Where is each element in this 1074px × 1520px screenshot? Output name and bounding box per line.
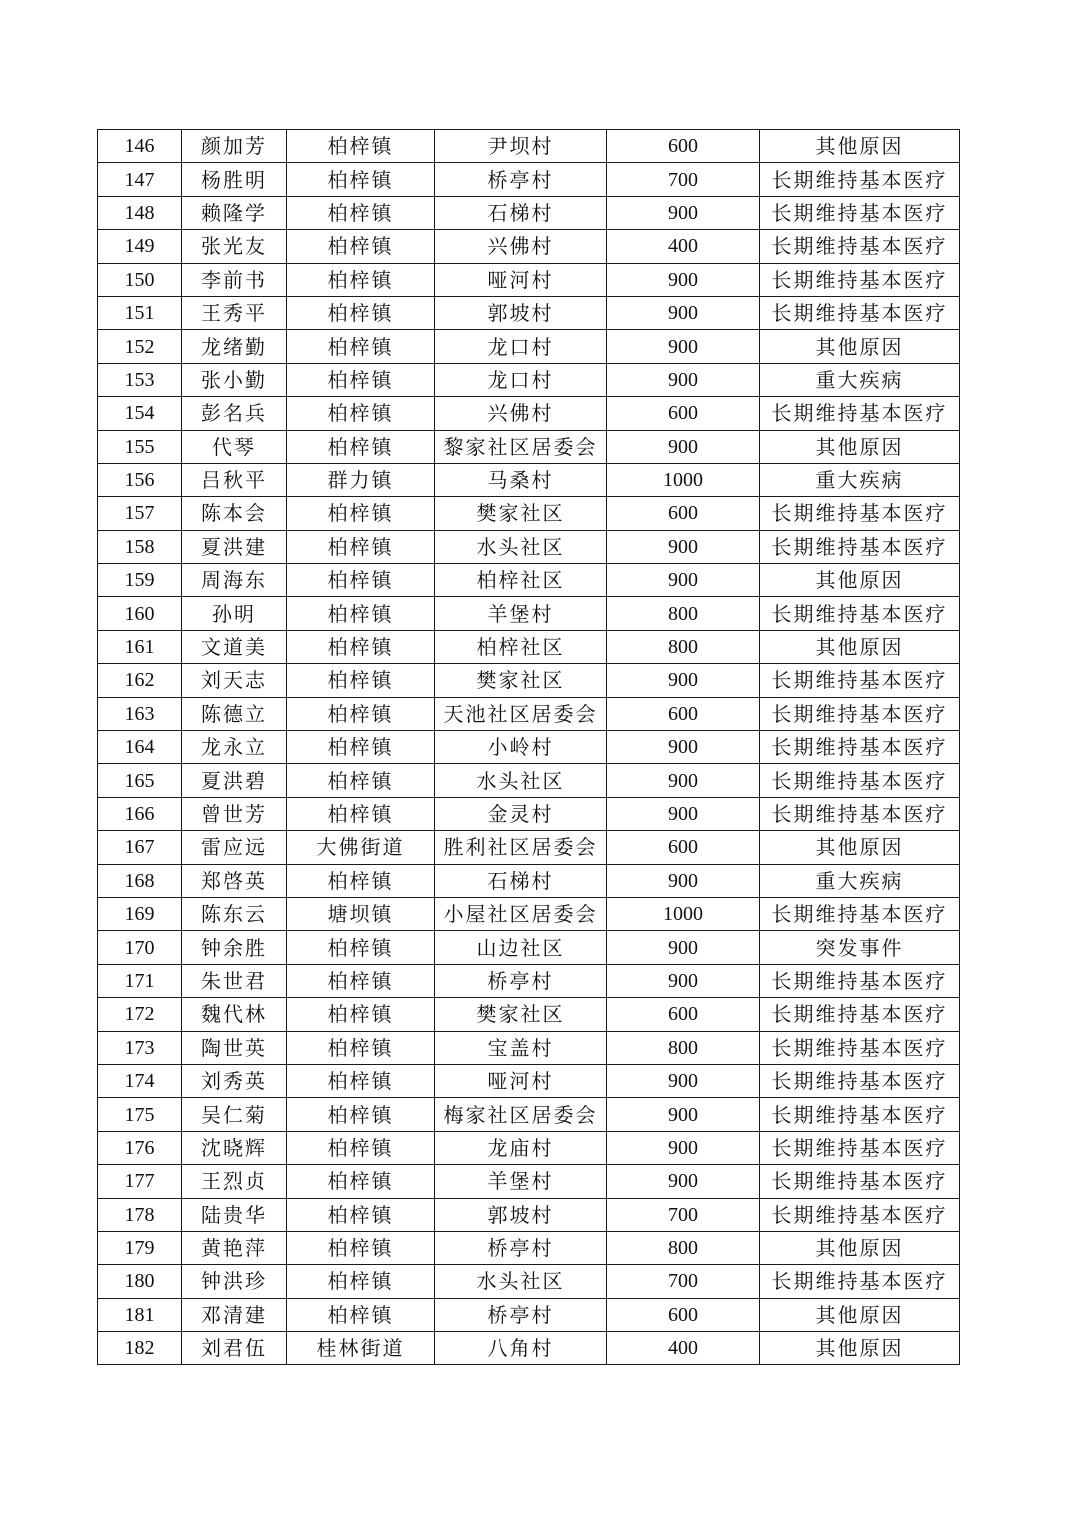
town-cell: 柏梓镇 [287,1198,435,1231]
row-number-cell: 181 [98,1298,182,1331]
village-cell: 桥亭村 [435,1231,607,1264]
amount-cell: 600 [607,130,760,163]
table-row [98,1332,960,1365]
town-cell: 桂林街道 [287,1332,435,1365]
amount-cell: 900 [607,564,760,597]
village-cell: 八角村 [435,1332,607,1365]
reason-cell: 长期维持基本医疗 [760,597,960,630]
name-cell: 代琴 [182,430,287,463]
town-cell: 柏梓镇 [287,797,435,830]
town-cell: 柏梓镇 [287,964,435,997]
table-row [98,998,960,1031]
town-cell: 柏梓镇 [287,931,435,964]
name-cell: 陶世英 [182,1031,287,1064]
row-number-cell: 150 [98,263,182,296]
name-cell: 刘君伍 [182,1332,287,1365]
town-cell: 塘坝镇 [287,897,435,930]
reason-cell: 长期维持基本医疗 [760,1265,960,1298]
row-number-cell: 154 [98,397,182,430]
row-number-cell: 176 [98,1131,182,1164]
amount-cell: 700 [607,1198,760,1231]
row-number-cell: 174 [98,1064,182,1097]
amount-cell: 800 [607,1231,760,1264]
amount-cell: 900 [607,196,760,229]
row-number-cell: 160 [98,597,182,630]
reason-cell: 长期维持基本医疗 [760,1064,960,1097]
reason-cell: 长期维持基本医疗 [760,296,960,329]
row-number-cell: 155 [98,430,182,463]
village-cell: 梅家社区居委会 [435,1098,607,1131]
town-cell: 柏梓镇 [287,697,435,730]
table-row [98,564,960,597]
reason-cell: 长期维持基本医疗 [760,230,960,263]
table-row [98,931,960,964]
reason-cell: 长期维持基本医疗 [760,1165,960,1198]
reason-cell: 其他原因 [760,430,960,463]
table-row [98,1265,960,1298]
table-row [98,363,960,396]
town-cell: 柏梓镇 [287,998,435,1031]
village-cell: 羊堡村 [435,597,607,630]
row-number-cell: 151 [98,296,182,329]
village-cell: 石梯村 [435,864,607,897]
name-cell: 刘天志 [182,664,287,697]
reason-cell: 长期维持基本医疗 [760,497,960,530]
table-row [98,731,960,764]
name-cell: 黄艳萍 [182,1231,287,1264]
name-cell: 周海东 [182,564,287,597]
amount-cell: 600 [607,998,760,1031]
reason-cell: 突发事件 [760,931,960,964]
village-cell: 樊家社区 [435,998,607,1031]
name-cell: 杨胜明 [182,163,287,196]
amount-cell: 600 [607,1298,760,1331]
amount-cell: 900 [607,731,760,764]
village-cell: 水头社区 [435,1265,607,1298]
table-row [98,330,960,363]
row-number-cell: 167 [98,831,182,864]
amount-cell: 900 [607,864,760,897]
reason-cell: 长期维持基本医疗 [760,1131,960,1164]
name-cell: 曾世芳 [182,797,287,830]
reason-cell: 长期维持基本医疗 [760,397,960,430]
table-row [98,797,960,830]
town-cell: 柏梓镇 [287,330,435,363]
reason-cell: 其他原因 [760,1231,960,1264]
table-row [98,530,960,563]
town-cell: 柏梓镇 [287,564,435,597]
name-cell: 魏代林 [182,998,287,1031]
row-number-cell: 165 [98,764,182,797]
table-body [98,130,960,1365]
reason-cell: 长期维持基本医疗 [760,196,960,229]
reason-cell: 长期维持基本医疗 [760,530,960,563]
reason-cell: 其他原因 [760,330,960,363]
row-number-cell: 164 [98,731,182,764]
name-cell: 钟余胜 [182,931,287,964]
name-cell: 吕秋平 [182,463,287,496]
row-number-cell: 162 [98,664,182,697]
name-cell: 孙明 [182,597,287,630]
row-number-cell: 161 [98,630,182,663]
name-cell: 王秀平 [182,296,287,329]
town-cell: 柏梓镇 [287,230,435,263]
reason-cell: 重大疾病 [760,463,960,496]
table-row [98,1098,960,1131]
village-cell: 羊堡村 [435,1165,607,1198]
reason-cell: 长期维持基本医疗 [760,897,960,930]
name-cell: 王烈贞 [182,1165,287,1198]
village-cell: 马桑村 [435,463,607,496]
row-number-cell: 168 [98,864,182,897]
town-cell: 柏梓镇 [287,1165,435,1198]
row-number-cell: 179 [98,1231,182,1264]
table-row [98,397,960,430]
name-cell: 陈东云 [182,897,287,930]
amount-cell: 900 [607,430,760,463]
reason-cell: 长期维持基本医疗 [760,1198,960,1231]
row-number-cell: 175 [98,1098,182,1131]
amount-cell: 800 [607,597,760,630]
town-cell: 柏梓镇 [287,1031,435,1064]
table-row [98,597,960,630]
reason-cell: 长期维持基本医疗 [760,1031,960,1064]
row-number-cell: 182 [98,1332,182,1365]
reason-cell: 长期维持基本医疗 [760,1098,960,1131]
town-cell: 柏梓镇 [287,530,435,563]
amount-cell: 900 [607,931,760,964]
name-cell: 钟洪珍 [182,1265,287,1298]
amount-cell: 600 [607,831,760,864]
amount-cell: 700 [607,163,760,196]
amount-cell: 800 [607,1031,760,1064]
table-row [98,263,960,296]
row-number-cell: 147 [98,163,182,196]
name-cell: 陆贵华 [182,1198,287,1231]
village-cell: 天池社区居委会 [435,697,607,730]
row-number-cell: 157 [98,497,182,530]
village-cell: 郭坡村 [435,296,607,329]
reason-cell: 其他原因 [760,564,960,597]
name-cell: 陈德立 [182,697,287,730]
row-number-cell: 169 [98,897,182,930]
village-cell: 小岭村 [435,731,607,764]
amount-cell: 800 [607,630,760,663]
row-number-cell: 158 [98,530,182,563]
reason-cell: 其他原因 [760,130,960,163]
name-cell: 夏洪建 [182,530,287,563]
table-row [98,296,960,329]
town-cell: 柏梓镇 [287,664,435,697]
reason-cell: 长期维持基本医疗 [760,797,960,830]
row-number-cell: 152 [98,330,182,363]
amount-cell: 900 [607,530,760,563]
table-row [98,897,960,930]
table-row [98,163,960,196]
row-number-cell: 156 [98,463,182,496]
reason-cell: 长期维持基本医疗 [760,731,960,764]
reason-cell: 长期维持基本医疗 [760,163,960,196]
amount-cell: 1000 [607,897,760,930]
data-table [97,129,960,1365]
village-cell: 龙口村 [435,330,607,363]
table-row [98,497,960,530]
amount-cell: 1000 [607,463,760,496]
name-cell: 邓清建 [182,1298,287,1331]
town-cell: 柏梓镇 [287,1064,435,1097]
town-cell: 柏梓镇 [287,1098,435,1131]
table-row [98,831,960,864]
village-cell: 桥亭村 [435,163,607,196]
table-row [98,864,960,897]
town-cell: 柏梓镇 [287,630,435,663]
name-cell: 龙永立 [182,731,287,764]
reason-cell: 长期维持基本医疗 [760,697,960,730]
name-cell: 赖隆学 [182,196,287,229]
town-cell: 柏梓镇 [287,764,435,797]
reason-cell: 其他原因 [760,1298,960,1331]
amount-cell: 900 [607,263,760,296]
name-cell: 朱世君 [182,964,287,997]
town-cell: 柏梓镇 [287,363,435,396]
town-cell: 柏梓镇 [287,263,435,296]
reason-cell: 长期维持基本医疗 [760,764,960,797]
amount-cell: 900 [607,1098,760,1131]
amount-cell: 600 [607,397,760,430]
table-row [98,697,960,730]
town-cell: 柏梓镇 [287,731,435,764]
row-number-cell: 163 [98,697,182,730]
table-row [98,1198,960,1231]
row-number-cell: 177 [98,1165,182,1198]
name-cell: 彭名兵 [182,397,287,430]
village-cell: 柏梓社区 [435,630,607,663]
table-row [98,964,960,997]
reason-cell: 其他原因 [760,630,960,663]
town-cell: 柏梓镇 [287,163,435,196]
table-row [98,196,960,229]
reason-cell: 重大疾病 [760,864,960,897]
name-cell: 雷应远 [182,831,287,864]
table-row [98,1165,960,1198]
amount-cell: 600 [607,697,760,730]
reason-cell: 长期维持基本医疗 [760,664,960,697]
village-cell: 郭坡村 [435,1198,607,1231]
village-cell: 哑河村 [435,263,607,296]
reason-cell: 长期维持基本医疗 [760,998,960,1031]
amount-cell: 400 [607,1332,760,1365]
row-number-cell: 172 [98,998,182,1031]
row-number-cell: 159 [98,564,182,597]
table-row [98,130,960,163]
village-cell: 龙庙村 [435,1131,607,1164]
name-cell: 文道美 [182,630,287,663]
village-cell: 桥亭村 [435,1298,607,1331]
town-cell: 柏梓镇 [287,1265,435,1298]
village-cell: 水头社区 [435,530,607,563]
name-cell: 颜加芳 [182,130,287,163]
amount-cell: 900 [607,363,760,396]
table-row [98,430,960,463]
village-cell: 兴佛村 [435,397,607,430]
amount-cell: 900 [607,764,760,797]
amount-cell: 600 [607,497,760,530]
table-row [98,1031,960,1064]
name-cell: 张光友 [182,230,287,263]
village-cell: 桥亭村 [435,964,607,997]
reason-cell: 重大疾病 [760,363,960,396]
amount-cell: 900 [607,797,760,830]
village-cell: 宝盖村 [435,1031,607,1064]
name-cell: 李前书 [182,263,287,296]
table-row [98,1231,960,1264]
row-number-cell: 173 [98,1031,182,1064]
town-cell: 柏梓镇 [287,130,435,163]
village-cell: 水头社区 [435,764,607,797]
amount-cell: 900 [607,1131,760,1164]
village-cell: 哑河村 [435,1064,607,1097]
village-cell: 胜利社区居委会 [435,831,607,864]
reason-cell: 长期维持基本医疗 [760,263,960,296]
table-row [98,1064,960,1097]
name-cell: 张小勤 [182,363,287,396]
amount-cell: 900 [607,1165,760,1198]
village-cell: 龙口村 [435,363,607,396]
reason-cell: 长期维持基本医疗 [760,964,960,997]
row-number-cell: 180 [98,1265,182,1298]
town-cell: 柏梓镇 [287,597,435,630]
town-cell: 柏梓镇 [287,430,435,463]
village-cell: 兴佛村 [435,230,607,263]
town-cell: 柏梓镇 [287,196,435,229]
village-cell: 山边社区 [435,931,607,964]
amount-cell: 400 [607,230,760,263]
row-number-cell: 170 [98,931,182,964]
village-cell: 樊家社区 [435,497,607,530]
town-cell: 大佛街道 [287,831,435,864]
reason-cell: 其他原因 [760,1332,960,1365]
name-cell: 龙绪勤 [182,330,287,363]
table-row [98,463,960,496]
town-cell: 柏梓镇 [287,397,435,430]
name-cell: 沈晓辉 [182,1131,287,1164]
name-cell: 吴仁菊 [182,1098,287,1131]
row-number-cell: 153 [98,363,182,396]
table-row [98,1298,960,1331]
amount-cell: 900 [607,330,760,363]
table-row [98,764,960,797]
reason-cell: 其他原因 [760,831,960,864]
town-cell: 群力镇 [287,463,435,496]
town-cell: 柏梓镇 [287,1131,435,1164]
row-number-cell: 166 [98,797,182,830]
town-cell: 柏梓镇 [287,864,435,897]
row-number-cell: 148 [98,196,182,229]
table-row [98,664,960,697]
amount-cell: 900 [607,964,760,997]
village-cell: 樊家社区 [435,664,607,697]
village-cell: 金灵村 [435,797,607,830]
village-cell: 小屋社区居委会 [435,897,607,930]
table-row [98,1131,960,1164]
town-cell: 柏梓镇 [287,497,435,530]
row-number-cell: 171 [98,964,182,997]
town-cell: 柏梓镇 [287,1231,435,1264]
amount-cell: 700 [607,1265,760,1298]
village-cell: 尹坝村 [435,130,607,163]
village-cell: 柏梓社区 [435,564,607,597]
table-row [98,630,960,663]
row-number-cell: 149 [98,230,182,263]
name-cell: 陈本会 [182,497,287,530]
amount-cell: 900 [607,1064,760,1097]
amount-cell: 900 [607,664,760,697]
village-cell: 黎家社区居委会 [435,430,607,463]
amount-cell: 900 [607,296,760,329]
town-cell: 柏梓镇 [287,296,435,329]
village-cell: 石梯村 [435,196,607,229]
name-cell: 刘秀英 [182,1064,287,1097]
row-number-cell: 178 [98,1198,182,1231]
name-cell: 郑啓英 [182,864,287,897]
name-cell: 夏洪碧 [182,764,287,797]
town-cell: 柏梓镇 [287,1298,435,1331]
row-number-cell: 146 [98,130,182,163]
table-row [98,230,960,263]
